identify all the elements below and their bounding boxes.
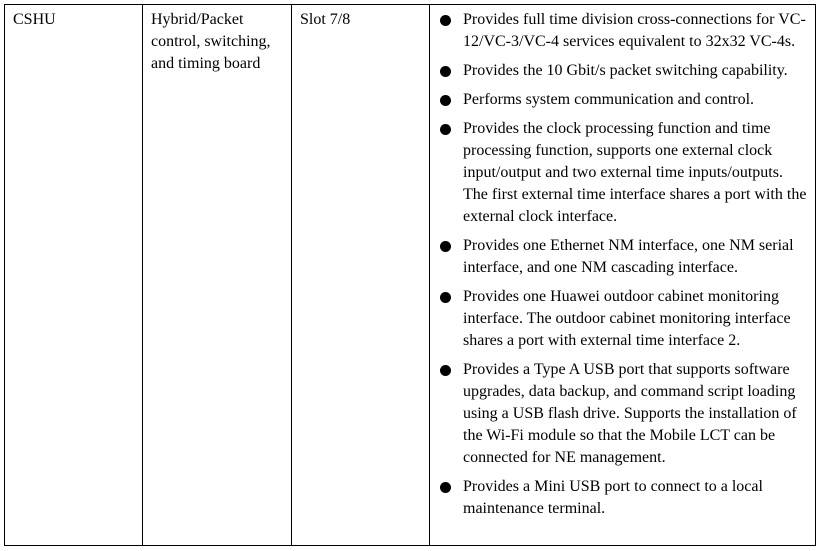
function-text: Provides full time division cross-connections for VC-12/VC-3/VC-4 services equivalent to 32x32 VC-4s. [463,11,806,50]
list-item [438,476,809,520]
list-item [438,286,809,352]
list-item [438,89,809,111]
board-spec-table [4,4,816,546]
list-item [438,9,809,53]
bullet-icon [440,95,451,106]
bullet-icon [440,241,451,252]
function-text: Provides one Huawei outdoor cabinet monitoring interface. The outdoor cabinet monitoring interface shares a port with external time interface 2. [463,288,791,349]
bullet-icon [440,15,451,26]
bullet-icon [440,66,451,77]
function-text: Provides the 10 Gbit/s packet switching capability. [463,62,788,79]
board-cell: CSHU [5,5,143,546]
list-item [438,118,809,228]
board-name-cell: Hybrid/Packet control, switching, and timing board [143,5,292,546]
slot-cell: Slot 7/8 [292,5,430,546]
functions-cell [430,5,816,546]
function-text: Provides a Mini USB port to connect to a local maintenance terminal. [463,478,763,517]
table-row [5,5,816,546]
function-text: Performs system communication and control. [463,91,755,108]
list-item [438,60,809,82]
bullet-icon [440,124,451,135]
bullet-icon [440,482,451,493]
function-text: Provides one Ethernet NM interface, one NM serial interface, and one NM cascading interface. [463,237,794,276]
bullet-icon [440,365,451,376]
bullet-icon [440,292,451,303]
function-text: Provides the clock processing function and time processing function, supports one external clock input/output and two external time inputs/outputs. The first external time interface shares a port with the external clock interface. [463,120,807,225]
list-item [438,235,809,279]
list-item [438,359,809,469]
function-text: Provides a Type A USB port that supports software upgrades, data backup, and command script loading using a USB flash drive. Supports the installation of the Wi-Fi module so that the Mobile LCT can be connected for NE management. [463,361,797,466]
function-list [438,9,809,520]
